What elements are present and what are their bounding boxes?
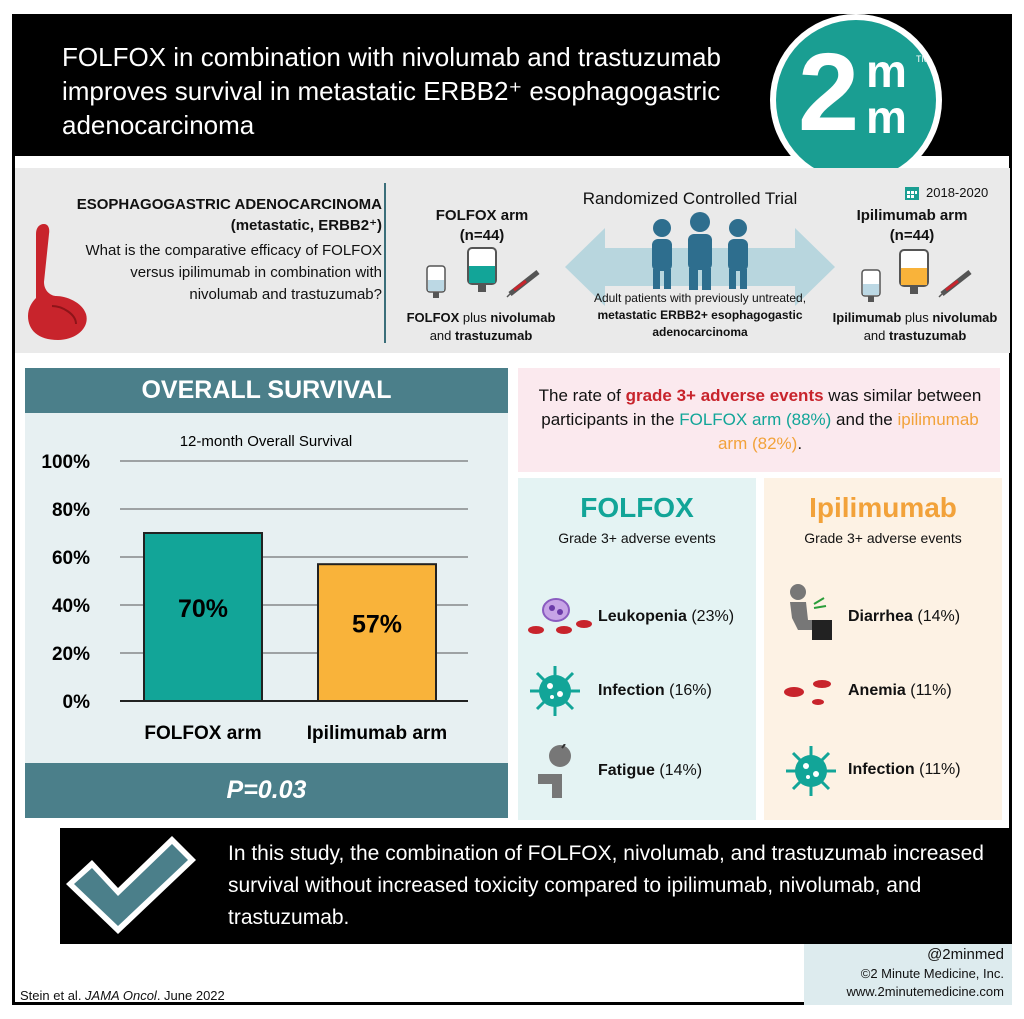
copyright: ©2 Minute Medicine, Inc. [860,966,1004,981]
y-tick-label: 80% [51,500,90,521]
ipilimumab-ae-item: Infection (11%) [848,761,961,778]
population-description: Adult patients with previously untreated, metastatic ERBB2+ esophagogastic adenocarcinoma [593,291,807,339]
y-tick-label: 20% [51,644,90,665]
arm1-title: FOLFOX arm [435,207,529,224]
logo-numeral: 2 [798,31,860,154]
checkmark-icon [60,832,200,936]
folfox-ae-item: Infection (16%) [598,682,712,699]
website-link[interactable]: www.2minutemedicine.com [846,984,1004,999]
ipilimumab-ae-item: Diarrhea (14%) [848,608,961,625]
study-design-label: Randomized Controlled Trial [582,189,798,208]
ipilimumab-ae-subtitle: Grade 3+ adverse events [804,530,962,546]
virus-icon [528,664,582,718]
calendar-icon [904,185,920,201]
research-question: What is the comparative efficacy of FOLFOX versus ipilimumab in combination with nivolumab and trastuzumab? [85,242,382,303]
x-category-label: Ipilimumab arm [306,723,448,744]
citation: Stein et al. JAMA Oncol. June 2022 [20,988,225,1003]
small-iv-bag-icon [860,266,882,304]
brand-logo [776,20,936,180]
virus-icon [784,744,838,798]
tired-person-icon [534,744,574,800]
condition-subheading: (metastatic, ERBB2⁺) [230,217,382,234]
small-iv-bag-icon [425,262,447,300]
syringe-icon [506,268,542,298]
logo-letter-top: m [866,45,907,97]
arm2-treatment: Ipilimumab plus nivolumab and trastuzumab [832,310,998,343]
ipilimumab-ae-title: Ipilimumab [809,492,957,523]
bar-value-label: 57% [351,610,403,639]
iv-bag-icon [898,246,930,296]
y-tick-label: 0% [62,692,90,713]
x-category-label: FOLFOX arm [144,723,262,744]
y-tick-label: 60% [51,548,90,569]
logo-letter-bottom: m [866,91,907,143]
arm1-n: (n=44) [459,227,505,244]
adverse-events-summary: The rate of grade 3+ adverse events was similar between participants in the FOLFOX arm (88%) and the ipilimumab arm (82%). [538,386,982,453]
y-tick-label: 40% [51,596,90,617]
survival-bar-chart [25,413,508,763]
page-title: FOLFOX in combination with nivolumab and trastuzumab improves survival in metastatic ERBB2⁺ esophagogastric adenocarcinoma [62,42,721,140]
overall-survival-heading: OVERALL SURVIVAL [25,368,508,413]
iv-bag-icon [466,244,498,294]
arm1-treatment: FOLFOX plus nivolumab and trastuzumab [406,310,556,343]
y-tick-label: 100% [41,452,90,473]
arm2-title: Ipilimumab arm [856,207,968,224]
ipilimumab-ae-item: Anemia (11%) [848,682,952,699]
folfox-ae-item: Leukopenia (23%) [598,608,735,625]
condition-heading: ESOPHAGOGASTRIC ADENOCARCINOMA [76,196,382,213]
logo-trademark: TM [916,54,929,64]
social-handle: @2minmed [927,946,1004,963]
toilet-icon [784,584,836,642]
folfox-ae-item: Fatigue (14%) [598,762,703,779]
section-divider [384,183,386,343]
arm2-n: (n=44) [889,227,935,244]
patients-icon [640,212,760,292]
bar-value-label: 70% [177,595,229,623]
conclusion-text: In this study, the combination of FOLFOX, nivolumab, and trastuzumab increased survival without increased toxicity compared to ipilimumab, nivolumab, and trastuzumab. [228,842,984,929]
syringe-icon [938,268,974,298]
chart-title: 12-month Overall Survival [179,433,353,450]
red-cells-icon [782,676,834,706]
folfox-ae-subtitle: Grade 3+ adverse events [558,530,716,546]
study-years: 2018-2020 [926,185,989,200]
folfox-ae-title: FOLFOX [580,492,694,523]
blood-cells-icon [526,596,592,636]
p-value: P=0.03 [25,763,508,818]
